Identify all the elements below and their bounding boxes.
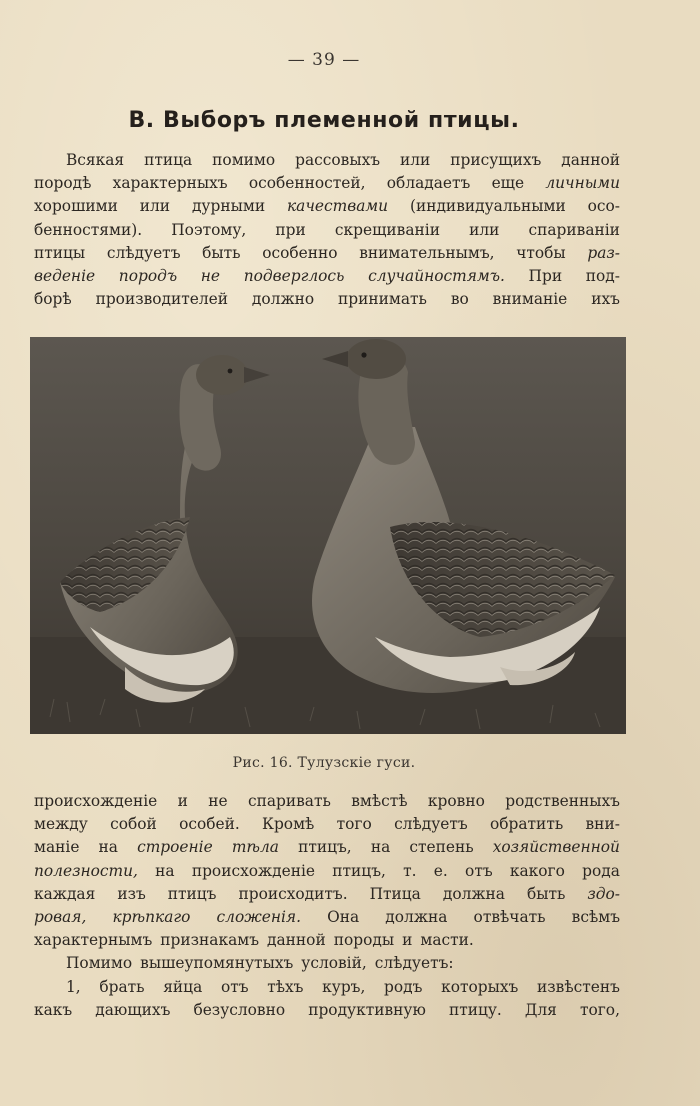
word: Для (524, 1000, 557, 1019)
text-line (34, 790, 620, 813)
word: должна (385, 907, 448, 926)
italic-word: крѣпкаго (112, 907, 191, 926)
text-line (34, 149, 620, 172)
word: на (370, 838, 391, 857)
text-line (34, 242, 620, 265)
word: изъ (117, 884, 146, 903)
text-line (34, 952, 620, 975)
word: внимательнымъ, (359, 243, 495, 262)
word: тѣхъ (267, 977, 304, 996)
word: слѣдуетъ: (374, 954, 454, 973)
italic-word: строеніе (137, 838, 213, 857)
italic-word: раз- (587, 243, 620, 262)
italic-word: сложенія. (216, 907, 301, 926)
word: собой (110, 815, 157, 834)
text-line (34, 883, 620, 906)
word: масти. (420, 931, 474, 950)
word: отъ (465, 861, 493, 880)
word: вмѣстѣ (351, 792, 408, 810)
section-heading: В. Выборъ племенной птицы. (128, 108, 520, 133)
word: особей. (179, 815, 240, 834)
word: или (400, 151, 431, 169)
italic-word: тѣла (231, 838, 279, 857)
word: на (155, 861, 175, 880)
word: е. (433, 861, 448, 880)
word: происхожденіе (34, 792, 158, 810)
word: вни- (585, 815, 620, 834)
italic-word: случайностямъ. (368, 266, 505, 285)
word: помимо (212, 151, 276, 169)
word: кровно (427, 792, 485, 810)
word: ихъ (591, 290, 620, 309)
word: рода (582, 861, 620, 880)
text-line (34, 929, 620, 952)
word: вниманіе (492, 290, 568, 309)
italic-word: веденіе (34, 266, 96, 285)
word: характернымъ (34, 931, 153, 950)
word: происходитъ. (238, 884, 348, 903)
word: признакамъ (160, 931, 260, 950)
word: всѣмъ (571, 907, 620, 926)
word: слѣдуетъ (106, 243, 181, 262)
paragraph-4 (34, 976, 620, 1022)
word: какъ (34, 1000, 73, 1019)
word: отвѣчать (473, 907, 546, 926)
word: птицу. (448, 1000, 502, 1019)
word: (индивидуальными (409, 197, 566, 216)
word: брать (99, 977, 145, 996)
word: на (98, 838, 118, 857)
text-line (34, 999, 620, 1022)
geese-illustration (30, 337, 626, 734)
word: Кромѣ (262, 815, 315, 834)
word: 1, (66, 977, 81, 996)
word: птица (144, 151, 193, 169)
word: присущихъ (450, 151, 542, 169)
word: принимать (338, 290, 427, 309)
word: условій, (301, 954, 367, 973)
text-line (34, 906, 620, 929)
figure-photo (30, 337, 626, 734)
word: должно (251, 290, 315, 309)
word: того, (579, 1000, 620, 1019)
word: родственныхъ (505, 792, 620, 810)
word: слѣдуетъ (394, 815, 468, 834)
word: при (275, 220, 306, 239)
text-line (34, 813, 620, 836)
word: и (402, 931, 413, 950)
italic-word: не (200, 266, 221, 285)
word: или (469, 220, 500, 239)
word: вышеупомянутыхъ (140, 954, 294, 973)
word: быть (202, 243, 241, 262)
word: особенно (262, 243, 338, 262)
paragraph-1 (34, 149, 620, 311)
word: которыхъ (441, 977, 519, 996)
italic-word: ровая, (34, 907, 87, 926)
figure-caption: Рис. 16. Тулузскіе гуси. (232, 755, 416, 771)
word: безусловно (193, 1000, 286, 1019)
word: осо- (587, 197, 620, 216)
text-line (34, 219, 620, 242)
word: и (177, 792, 188, 810)
word: производителей (95, 290, 229, 309)
paragraph-3 (34, 952, 620, 975)
word: птицъ, (298, 838, 352, 857)
word: дающихъ (95, 1000, 171, 1019)
word: птицъ (167, 884, 217, 903)
word: не (208, 792, 228, 810)
word: под- (585, 266, 620, 285)
word: родъ (384, 977, 423, 996)
word: Она (327, 907, 360, 926)
paragraph-2 (34, 790, 620, 952)
word: Помимо (66, 954, 133, 973)
word: Птица (369, 884, 421, 903)
word: степень (409, 838, 474, 857)
text-line (34, 195, 620, 218)
page-number: — 39 — (287, 50, 361, 70)
italic-word: качествами (286, 197, 389, 216)
italic-word: полезности, (34, 861, 138, 880)
text-line (34, 860, 620, 883)
word: скрещиванiи (334, 220, 440, 239)
italic-word: породъ (118, 266, 178, 285)
word: Всякая (66, 151, 125, 169)
word: яйца (163, 977, 203, 996)
italic-word: хозяйственной (492, 838, 620, 857)
word: происхожденіе (191, 861, 316, 880)
word: должна (442, 884, 505, 903)
word: того (336, 815, 372, 834)
word: маніе (34, 838, 80, 857)
word: бенностями). (34, 220, 143, 239)
word: борѣ (34, 290, 72, 309)
word: каждая (34, 884, 96, 903)
word: При (528, 266, 563, 285)
word: данной (267, 931, 326, 950)
text-line (34, 836, 620, 859)
word: или (139, 197, 171, 216)
word: между (34, 815, 88, 834)
word: во (450, 290, 469, 309)
word: Поэтому, (171, 220, 247, 239)
word: отъ (220, 977, 249, 996)
word: куръ, (322, 977, 366, 996)
word: хорошими (34, 197, 118, 216)
word: особенностей, (248, 174, 366, 193)
word: обладаетъ (386, 174, 471, 193)
word: продуктивную (308, 1000, 426, 1019)
word: какого (509, 861, 565, 880)
word: чтобы (516, 243, 566, 262)
word: характерныхъ (112, 174, 228, 193)
word: породѣ (34, 174, 92, 193)
word: птицы (34, 243, 86, 262)
word: данной (561, 151, 620, 169)
text-line (34, 288, 620, 311)
word: породы (333, 931, 395, 950)
italic-word: подверглось (243, 266, 345, 285)
italic-word: личными (545, 174, 620, 193)
text-line (34, 172, 620, 195)
word: птицъ, (332, 861, 386, 880)
word: извѣстенъ (537, 977, 620, 996)
word: дурными (191, 197, 266, 216)
word: т. (403, 861, 417, 880)
word: быть (526, 884, 566, 903)
text-line (34, 976, 620, 999)
word: спариванiи (528, 220, 620, 239)
word: рассовыхъ (295, 151, 381, 169)
word: обратить (489, 815, 564, 834)
word: еще (491, 174, 525, 193)
word: спаривать (247, 792, 331, 810)
text-line (34, 265, 620, 288)
italic-word: здо- (587, 884, 620, 903)
